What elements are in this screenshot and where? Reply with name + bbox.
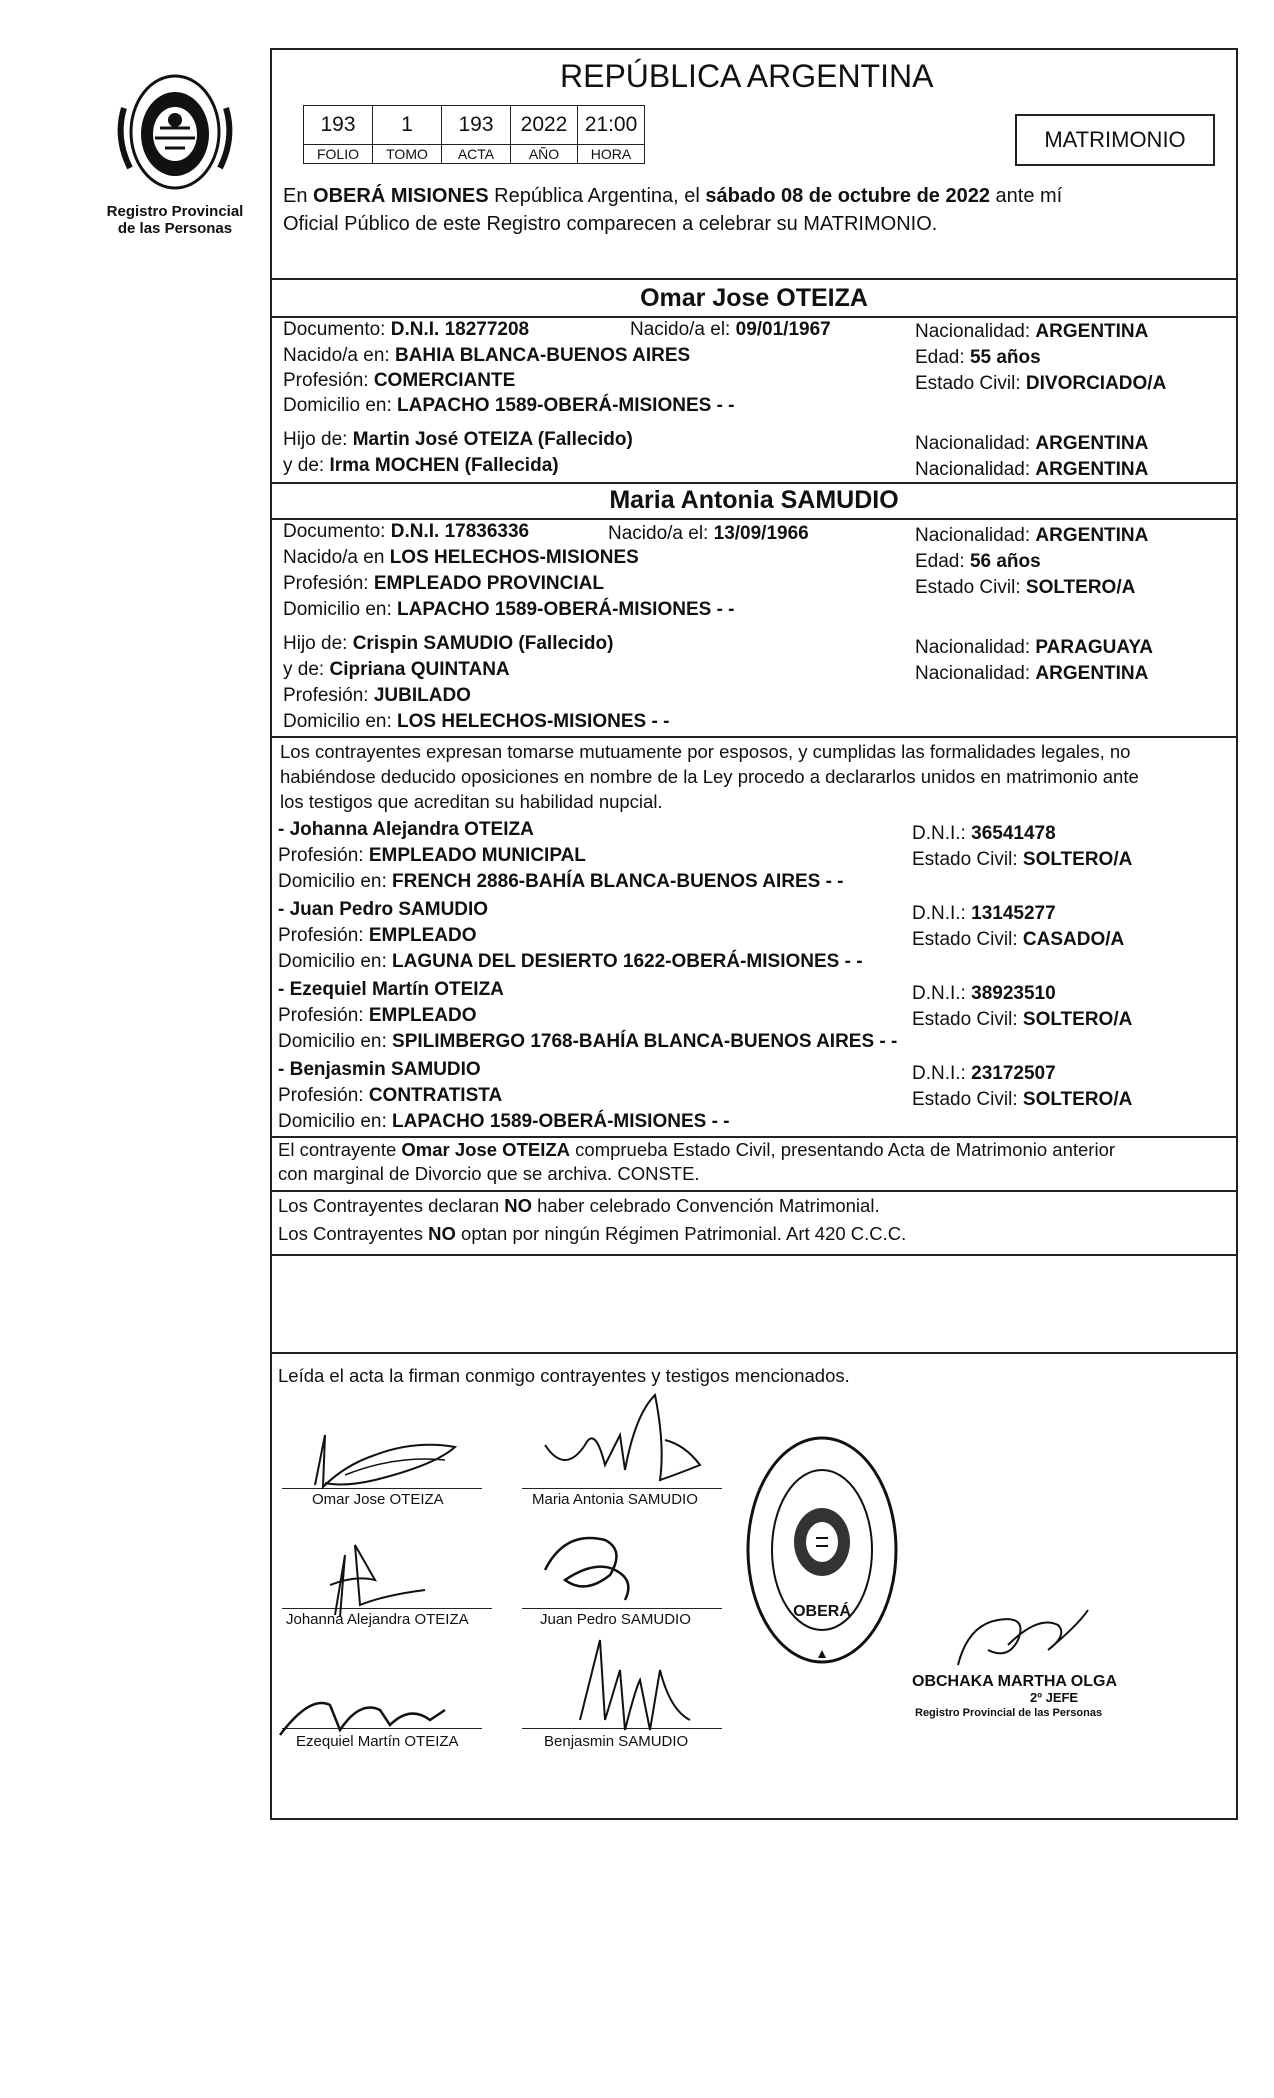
civil-status-note-line1: El contrayente Omar Jose OTEIZA comprueba Estado Civil, presentando Acta de Matrimonio anterior xyxy=(278,1139,1116,1160)
spouse1-mother-nat: Nacionalidad: ARGENTINA xyxy=(915,459,1149,480)
signature-name: Benjasmin SAMUDIO xyxy=(544,1733,689,1750)
witness-prof: Profesión: CONTRATISTA xyxy=(278,1085,503,1106)
divider xyxy=(270,1352,1238,1354)
spouse1-age: Edad: 55 años xyxy=(915,347,1041,368)
witness-dni: D.N.I.: 13145277 xyxy=(912,903,1056,924)
witness-dni: D.N.I.: 23172507 xyxy=(912,1063,1056,1084)
spouse2-civil: Estado Civil: SOLTERO/A xyxy=(915,577,1136,598)
official-name: OBCHAKA MARTHA OLGA xyxy=(912,1673,1118,1690)
spouse1-nat: Nacionalidad: ARGENTINA xyxy=(915,321,1149,342)
record-type-box: MATRIMONIO xyxy=(1015,114,1215,166)
stamp-center-text: OBERÁ xyxy=(793,1603,851,1620)
witness-prof: Profesión: EMPLEADO MUNICIPAL xyxy=(278,845,586,866)
divider xyxy=(270,1254,1238,1256)
anio-value: 2022 xyxy=(511,106,578,145)
folio-value: 193 xyxy=(304,106,373,145)
registry-logo xyxy=(100,68,250,198)
official-signature-scribble xyxy=(948,1595,1098,1675)
hora-label: HORA xyxy=(578,145,645,164)
witness-address: Domicilio en: FRENCH 2886-BAHÍA BLANCA-BUENOS AIRES - - xyxy=(278,871,844,892)
witness-address: Domicilio en: SPILIMBERGO 1768-BAHÍA BLANCA-BUENOS AIRES - - xyxy=(278,1031,898,1052)
declaration-line3: los testigos que acreditan su habilidad nupcial. xyxy=(280,791,663,812)
signature-name: Juan Pedro SAMUDIO xyxy=(540,1611,691,1628)
official-role: 2º JEFE xyxy=(1030,1690,1079,1705)
regime-note: Los Contrayentes NO optan por ningún Régimen Patrimonial. Art 420 C.C.C. xyxy=(278,1223,907,1244)
witness-dni: D.N.I.: 36541478 xyxy=(912,823,1056,844)
spouse2-address: Domicilio en: LAPACHO 1589-OBERÁ-MISIONES - - xyxy=(283,599,735,620)
signature-name: Omar Jose OTEIZA xyxy=(312,1491,444,1508)
witness-address: Domicilio en: LAGUNA DEL DESIERTO 1622-OBERÁ-MISIONES - - xyxy=(278,951,863,972)
divider xyxy=(270,736,1238,738)
spouse1-father: Hijo de: Martin José OTEIZA (Fallecido) xyxy=(283,429,633,450)
record-number-table xyxy=(303,105,645,164)
intro-line1: En OBERÁ MISIONES República Argentina, el sábado 08 de octubre de 2022 ante mí xyxy=(283,185,1063,207)
spouse1-name: Omar Jose OTEIZA xyxy=(640,284,868,312)
spouse1-address: Domicilio en: LAPACHO 1589-OBERÁ-MISIONES - - xyxy=(283,395,735,416)
witness-civil: Estado Civil: SOLTERO/A xyxy=(912,1009,1133,1030)
closing-statement: Leída el acta la firman conmigo contrayentes y testigos mencionados. xyxy=(278,1365,850,1386)
anio-label: AÑO xyxy=(511,145,578,164)
spouse1-prof: Profesión: COMERCIANTE xyxy=(283,370,516,391)
witness-civil: Estado Civil: SOLTERO/A xyxy=(912,849,1133,870)
registry-stamp-icon xyxy=(742,1430,902,1670)
convention-note: Los Contrayentes declaran NO haber celebrado Convención Matrimonial. xyxy=(278,1195,880,1216)
official-org: Registro Provincial de las Personas xyxy=(915,1707,1103,1719)
spouse2-mother-nat: Nacionalidad: ARGENTINA xyxy=(915,663,1149,684)
witness-name: - Juan Pedro SAMUDIO xyxy=(278,899,489,920)
spouse1-born: Nacido/a el: 09/01/1967 xyxy=(630,319,831,340)
spouse2-name: Maria Antonia SAMUDIO xyxy=(609,486,899,514)
divider xyxy=(270,278,1238,280)
signature-scribble xyxy=(525,1520,725,1610)
spouse2-father: Hijo de: Crispin SAMUDIO (Fallecido) xyxy=(283,633,614,654)
spouse1-doc: Documento: D.N.I. 18277208 xyxy=(283,319,530,340)
spouse2-mother: y de: Cipriana QUINTANA xyxy=(283,659,510,680)
tomo-value: 1 xyxy=(373,106,442,145)
tomo-label: TOMO xyxy=(373,145,442,164)
country-title: REPÚBLICA ARGENTINA xyxy=(560,58,934,94)
spouse2-born: Nacido/a el: 13/09/1966 xyxy=(608,523,809,544)
signature-name: Ezequiel Martín OTEIZA xyxy=(296,1733,459,1750)
witness-name: - Ezequiel Martín OTEIZA xyxy=(278,979,504,1000)
hora-value: 21:00 xyxy=(578,106,645,145)
spouse2-birthplace: Nacido/a en LOS HELECHOS-MISIONES xyxy=(283,547,639,568)
signature-name: Maria Antonia SAMUDIO xyxy=(532,1491,698,1508)
folio-label: FOLIO xyxy=(304,145,373,164)
declaration-line2: habiéndose deducido oposiciones en nombre de la Ley procedo a declararlos unidos en matrimonio ante xyxy=(280,766,1139,787)
acta-value: 193 xyxy=(442,106,511,145)
spouse1-civil: Estado Civil: DIVORCIADO/A xyxy=(915,373,1167,394)
province-seal-icon xyxy=(100,68,250,198)
logo-org-line2: de las Personas xyxy=(117,220,233,237)
signature-scribble xyxy=(525,1385,725,1500)
logo-org-line1: Registro Provincial xyxy=(106,203,244,220)
acta-label: ACTA xyxy=(442,145,511,164)
witness-prof: Profesión: EMPLEADO xyxy=(278,925,477,946)
witness-name: - Johanna Alejandra OTEIZA xyxy=(278,819,534,840)
spouse2-nat: Nacionalidad: ARGENTINA xyxy=(915,525,1149,546)
spouse1-mother: y de: Irma MOCHEN (Fallecida) xyxy=(283,455,559,476)
spouse2-father-nat: Nacionalidad: PARAGUAYA xyxy=(915,637,1153,658)
spouse1-father-nat: Nacionalidad: ARGENTINA xyxy=(915,433,1149,454)
spouse1-birthplace: Nacido/a en: BAHIA BLANCA-BUENOS AIRES xyxy=(283,345,691,366)
witness-civil: Estado Civil: SOLTERO/A xyxy=(912,1089,1133,1110)
signature-name: Johanna Alejandra OTEIZA xyxy=(286,1611,469,1628)
witness-dni: D.N.I.: 38923510 xyxy=(912,983,1056,1004)
witness-civil: Estado Civil: CASADO/A xyxy=(912,929,1125,950)
spouse2-doc: Documento: D.N.I. 17836336 xyxy=(283,521,530,542)
spouse2-prof: Profesión: EMPLEADO PROVINCIAL xyxy=(283,573,604,594)
civil-status-note-line2: con marginal de Divorcio que se archiva. CONSTE. xyxy=(278,1163,700,1184)
spouse2-mother-address: Domicilio en: LOS HELECHOS-MISIONES - - xyxy=(283,711,670,732)
spouse2-mother-prof: Profesión: JUBILADO xyxy=(283,685,471,706)
divider xyxy=(270,1190,1238,1192)
witness-prof: Profesión: EMPLEADO xyxy=(278,1005,477,1026)
witness-name: - Benjasmin SAMUDIO xyxy=(278,1059,481,1080)
spouse2-age: Edad: 56 años xyxy=(915,551,1041,572)
intro-line2: Oficial Público de este Registro comparecen a celebrar su MATRIMONIO. xyxy=(283,213,938,235)
declaration-line1: Los contrayentes expresan tomarse mutuamente por esposos, y cumplidas las formalidades legales, no xyxy=(280,741,1131,762)
witness-address: Domicilio en: LAPACHO 1589-OBERÁ-MISIONES - - xyxy=(278,1111,730,1132)
